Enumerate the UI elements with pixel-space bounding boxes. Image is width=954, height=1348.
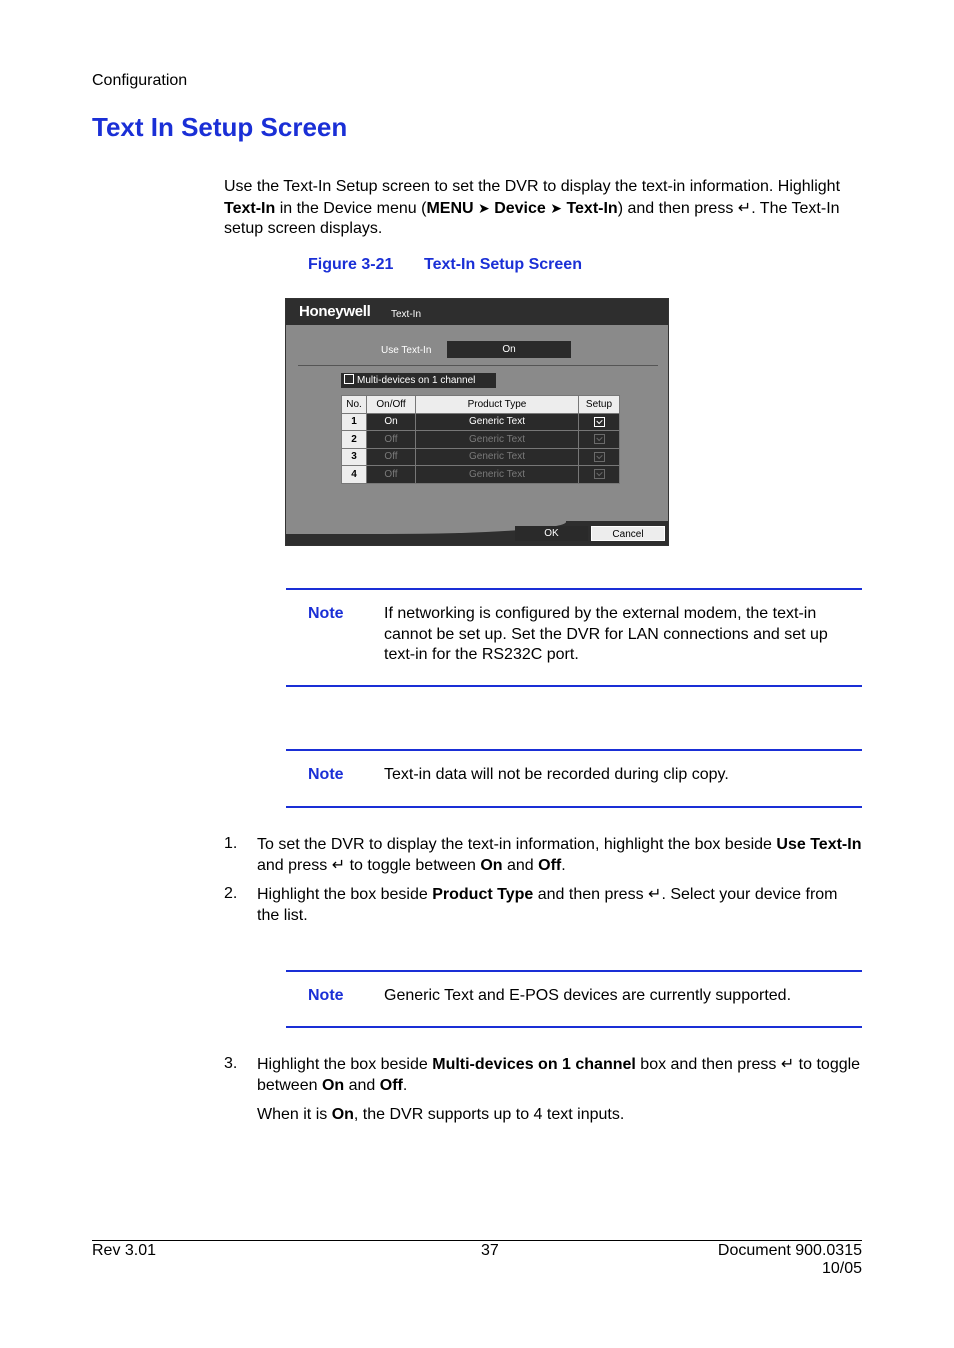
divider xyxy=(298,365,658,366)
section-label: Configuration xyxy=(92,72,188,89)
step-text: Highlight the box beside Product Type and then press ↵. Select your device from the list. xyxy=(257,886,838,924)
note-bottom-rule xyxy=(286,806,862,808)
enter-key-icon: ↵ xyxy=(737,199,752,217)
on-off-cell[interactable]: On xyxy=(367,413,416,431)
product-type-cell[interactable]: Generic Text xyxy=(416,448,579,466)
row-number: 4 xyxy=(342,466,367,484)
column-header: On/Off xyxy=(367,396,416,414)
device-table xyxy=(341,395,620,484)
on-off-cell[interactable]: Off xyxy=(367,448,416,466)
product-type-cell[interactable]: Generic Text xyxy=(416,431,579,449)
column-header: No. xyxy=(342,396,367,414)
setup-icon[interactable] xyxy=(594,469,605,479)
table-row xyxy=(342,413,620,431)
on-off-cell[interactable]: Off xyxy=(367,431,416,449)
note-top-rule xyxy=(286,970,862,972)
note-label: Note xyxy=(308,766,344,783)
column-header: Product Type xyxy=(416,396,579,414)
note-text: Text-in data will not be recorded during clip copy. xyxy=(384,766,729,783)
footer-revision: Rev 3.01 xyxy=(92,1242,157,1259)
row-number: 3 xyxy=(342,448,367,466)
page-title: Text In Setup Screen xyxy=(92,112,348,142)
step-number: 3. xyxy=(224,1055,238,1072)
cancel-button[interactable]: Cancel xyxy=(591,526,665,541)
ok-button[interactable]: OK xyxy=(515,526,588,541)
enter-key-icon: ↵ xyxy=(331,856,346,874)
step-number: 1. xyxy=(224,835,238,852)
setup-icon[interactable] xyxy=(594,434,605,444)
footer-document: Document 900.0315 10/05 xyxy=(717,1242,862,1277)
footer-rule xyxy=(92,1240,862,1241)
column-header: Setup xyxy=(579,396,620,414)
product-type-cell[interactable]: Generic Text xyxy=(416,466,579,484)
note-bottom-rule xyxy=(286,1026,862,1028)
row-number: 2 xyxy=(342,431,367,449)
footer-page-number: 37 xyxy=(481,1242,499,1259)
note-top-rule xyxy=(286,588,862,590)
arrow-icon: ➤ xyxy=(550,199,562,216)
arrow-icon: ➤ xyxy=(478,199,490,216)
step-text: Highlight the box beside Multi-devices on 1 channel box and then press ↵ to toggle between On and Off. xyxy=(257,1056,861,1094)
table-row xyxy=(342,448,620,466)
step-text: To set the DVR to display the text-in information, highlight the box beside Use Text-In and press ↵ to toggle between On and Off. xyxy=(257,836,862,874)
enter-key-icon: ↵ xyxy=(648,886,662,903)
checkbox-icon xyxy=(344,374,354,384)
step-number: 2. xyxy=(224,885,238,902)
setup-icon[interactable] xyxy=(594,417,605,427)
setup-cell[interactable] xyxy=(579,466,620,484)
setup-cell[interactable] xyxy=(579,431,620,449)
setup-cell[interactable] xyxy=(579,448,620,466)
dvr-screenshot xyxy=(285,298,669,546)
multi-devices-checkbox[interactable]: Multi-devices on 1 channel xyxy=(341,373,496,388)
dvr-screen-title: Text-In xyxy=(391,309,422,320)
note-top-rule xyxy=(286,749,862,751)
use-text-in-label: Use Text-In xyxy=(381,345,432,356)
note-label: Note xyxy=(308,987,344,1004)
note-bottom-rule xyxy=(286,685,862,687)
figure-number: Figure 3-21 xyxy=(308,256,394,273)
setup-icon[interactable] xyxy=(594,452,605,462)
setup-cell[interactable] xyxy=(579,413,620,431)
enter-key-icon: ↵ xyxy=(780,1056,795,1073)
use-text-in-field[interactable]: On xyxy=(447,341,571,358)
table-row xyxy=(342,431,620,449)
note-label: Note xyxy=(308,605,344,622)
note-text: Generic Text and E-POS devices are currently supported. xyxy=(384,987,792,1004)
intro-paragraph: Use the Text-In Setup screen to set the DVR to display the text-in information. Highlight Text-In in the Device menu (MENU ➤ Device ➤ Text-In) and then press ↵. The Text-In setup screen displays. xyxy=(224,178,841,237)
table-row xyxy=(342,466,620,484)
figure-caption: Text-In Setup Screen xyxy=(424,256,582,273)
honeywell-logo: Honeywell xyxy=(299,303,371,320)
product-type-cell[interactable]: Generic Text xyxy=(416,413,579,431)
row-number: 1 xyxy=(342,413,367,431)
step-text: When it is On, the DVR supports up to 4 text inputs. xyxy=(257,1106,625,1123)
note-text: If networking is configured by the external modem, the text-in cannot be set up. Set the DVR for LAN connections and set up text-in for the RS232C port. xyxy=(384,605,828,663)
on-off-cell[interactable]: Off xyxy=(367,466,416,484)
